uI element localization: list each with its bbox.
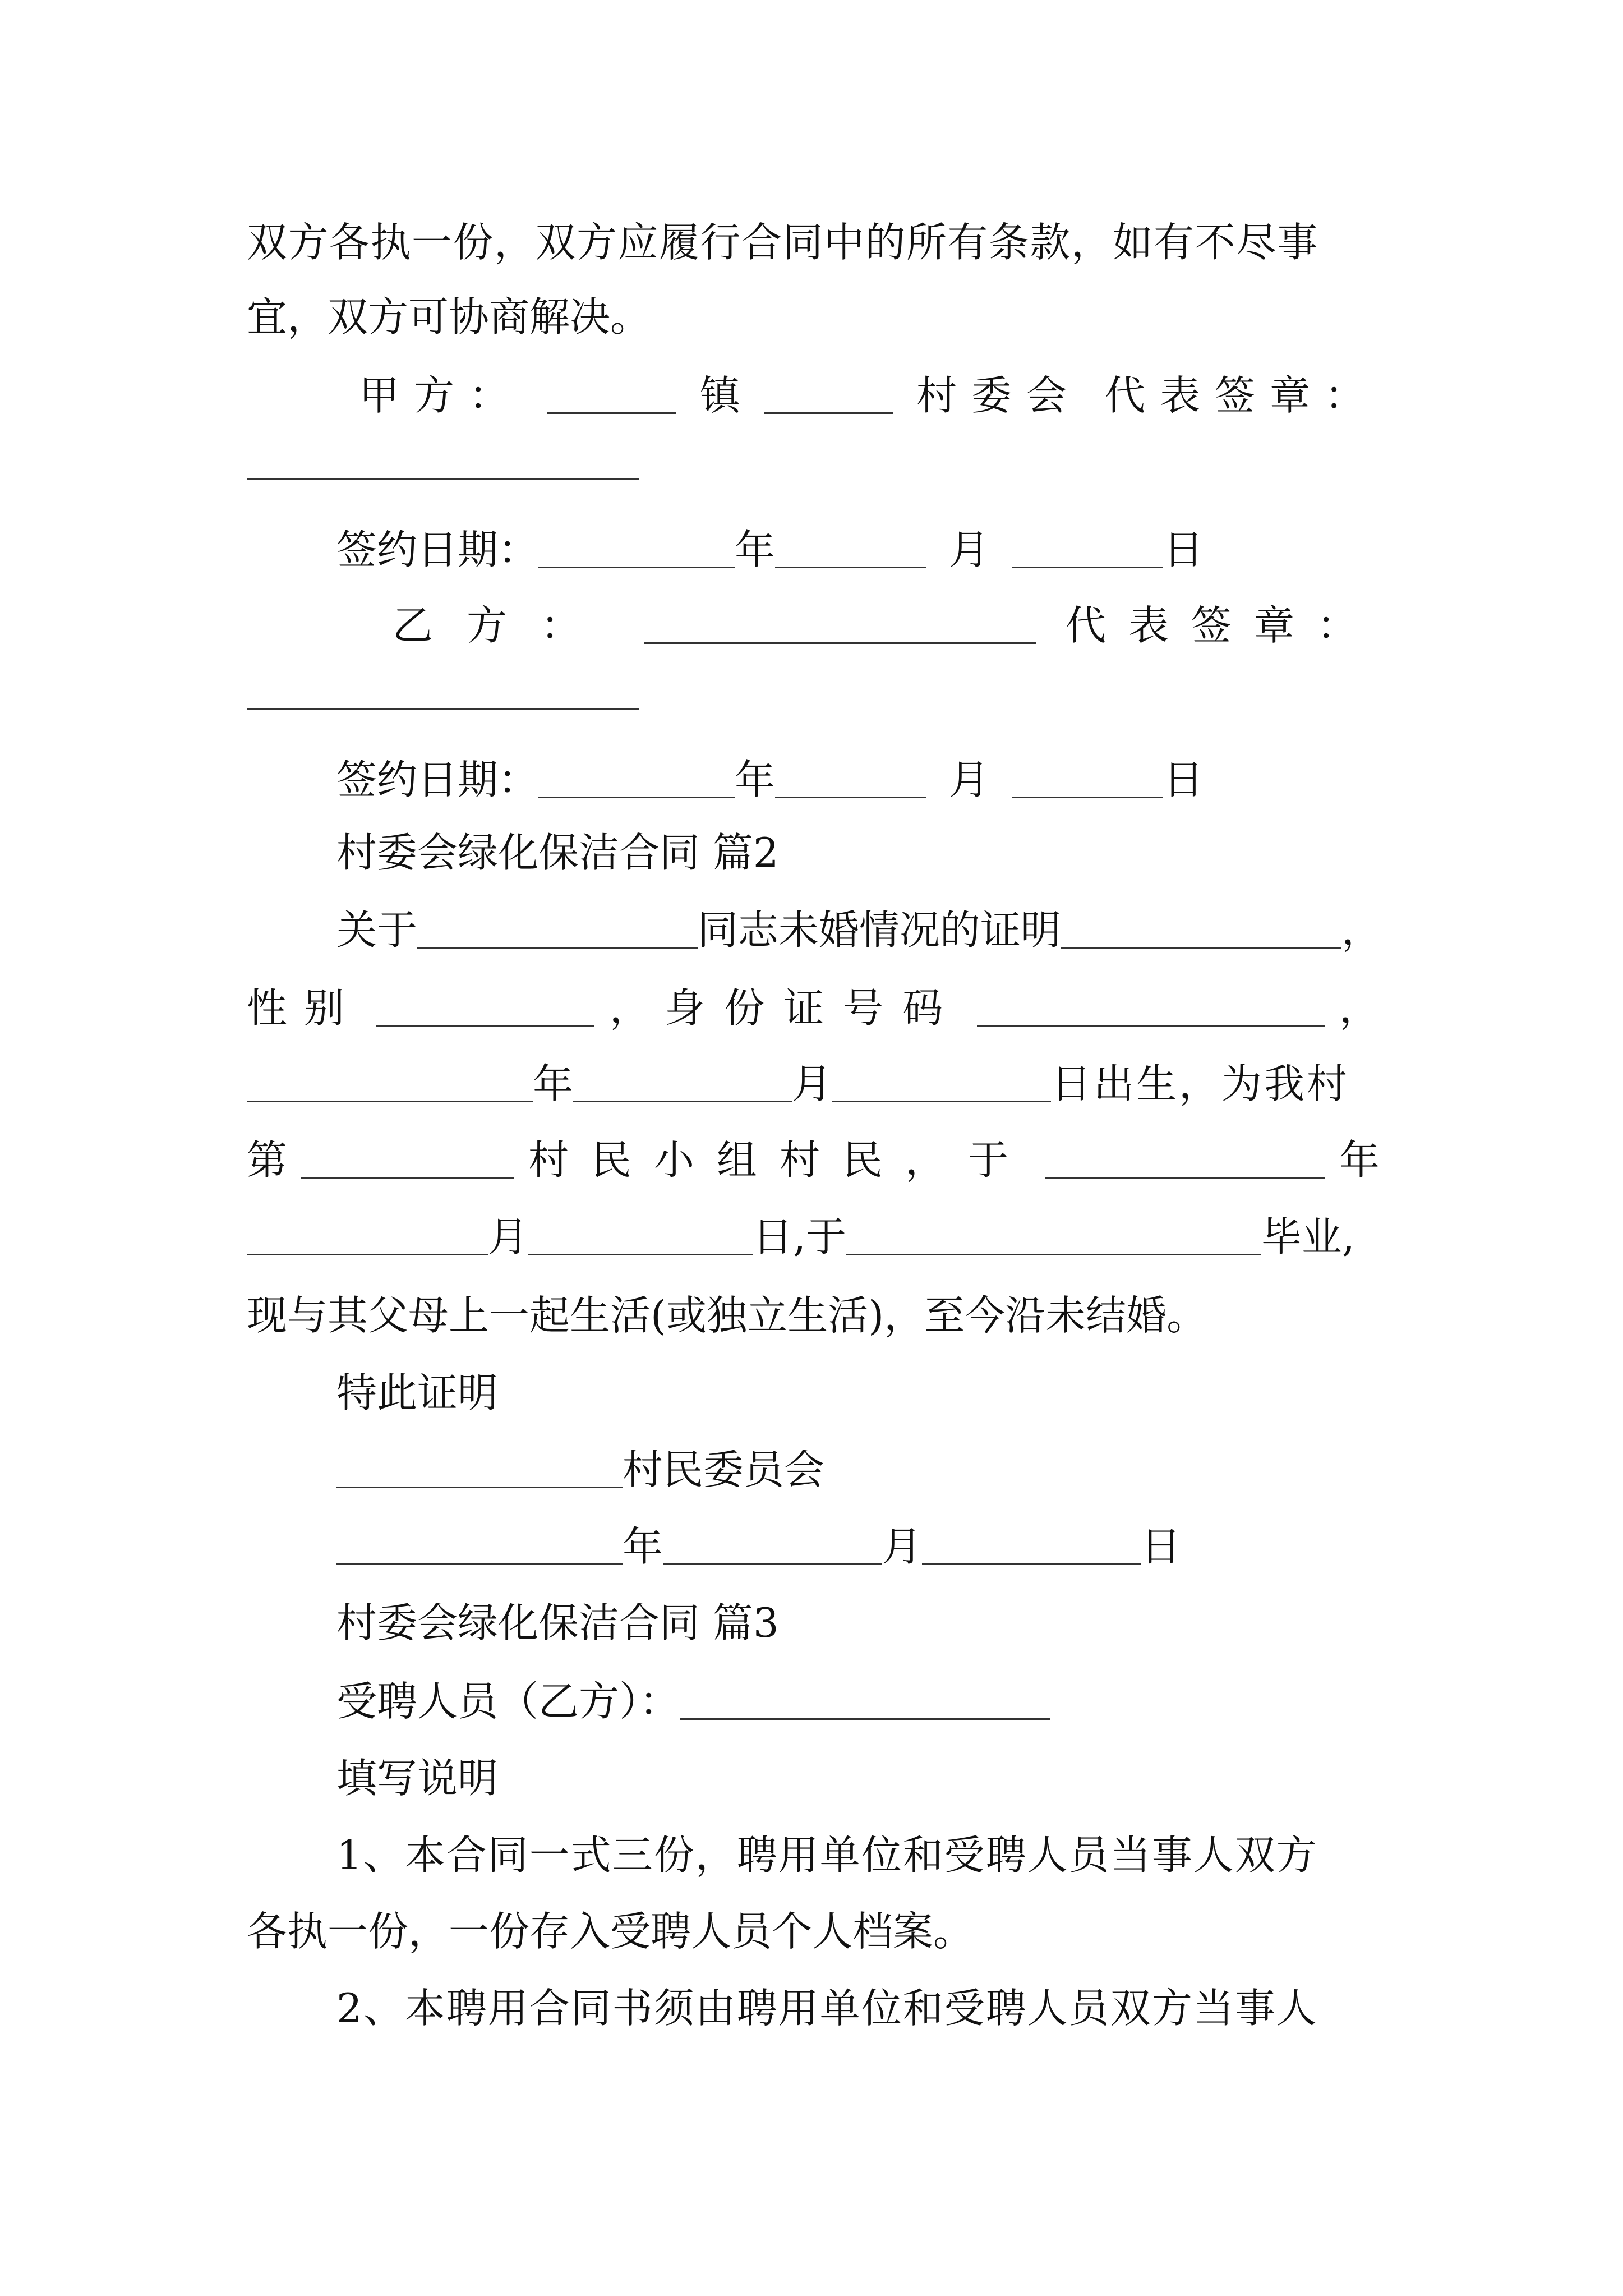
cert-day-blank[interactable] — [922, 1529, 1141, 1565]
fill-note-heading: 填写说明 — [336, 1755, 499, 1802]
sign-date-a-month-blank[interactable] — [775, 532, 926, 568]
cert-year-blank[interactable] — [336, 1529, 623, 1565]
cert-title-blank[interactable] — [1061, 912, 1341, 949]
section-heading — [336, 822, 1380, 884]
comrade-name-blank[interactable] — [417, 912, 698, 949]
birth-year-blank[interactable] — [247, 1066, 533, 1102]
sign-date-b-month-blank[interactable] — [775, 762, 926, 798]
party-b-line — [393, 595, 1380, 656]
birth-year: 年 — [533, 1060, 574, 1107]
cert-month-blank[interactable] — [663, 1529, 882, 1565]
group-number-blank[interactable] — [301, 1142, 514, 1179]
text-line — [247, 286, 1380, 348]
sign-date-b-label: 签约日期： — [336, 756, 539, 803]
cert-grad-line — [247, 1206, 1380, 1268]
sign-date-b-day-blank[interactable] — [1012, 762, 1163, 798]
village-name-blank[interactable] — [764, 378, 893, 414]
party-a-signature-blank[interactable] — [247, 443, 639, 480]
paragraph-text: 双方各执一份，双方应履行合同中的所有条款，如有不尽事 — [247, 219, 1319, 266]
party-b-label: 乙方： — [393, 602, 615, 649]
text-line — [336, 1824, 1380, 1886]
cert-birth-line — [247, 1053, 1380, 1115]
cert-gender-line — [247, 977, 1380, 1039]
birth-month-blank[interactable] — [573, 1066, 792, 1102]
gender-blank[interactable] — [376, 990, 594, 1027]
id-number-blank[interactable] — [977, 990, 1325, 1027]
heading-2-text: 村委会绿化保洁合同 篇2 — [336, 829, 779, 876]
text-line — [247, 211, 1380, 273]
hereby-text: 特此证明 — [336, 1369, 499, 1416]
cert-title-line — [336, 899, 1391, 961]
paragraph-text: 宜，双方可协商解决。 — [247, 293, 651, 341]
sign-date-a-label: 签约日期： — [336, 526, 539, 573]
cert-day: 日 — [1141, 1523, 1182, 1570]
party-b-name-blank[interactable] — [644, 608, 1036, 644]
comma: ， — [1339, 984, 1380, 1032]
text-line — [247, 1901, 1380, 1962]
birth-month: 月 — [792, 1060, 833, 1107]
comma: ， — [609, 984, 650, 1032]
birth-text: 日出生，为我村 — [1051, 1060, 1350, 1107]
sign-date-b-line — [336, 749, 1380, 811]
cert-about: 关于 — [336, 907, 418, 954]
town-label: 镇 — [699, 372, 740, 419]
sign-date-b-year-blank[interactable] — [538, 762, 735, 798]
grad-month: 月 — [488, 1213, 529, 1260]
id-number-label: 身份证号码 — [665, 984, 962, 1032]
graduate-text: 毕业, — [1261, 1213, 1355, 1260]
sign-date-a-day: 日 — [1163, 526, 1204, 573]
sign-date-a-day-blank[interactable] — [1012, 532, 1163, 568]
grad-year: 年 — [1339, 1137, 1380, 1184]
text-line — [336, 1977, 1380, 2039]
gender-label: 性别 — [247, 984, 362, 1032]
text-line — [336, 1362, 1380, 1424]
employee-name-blank[interactable] — [680, 1683, 1050, 1720]
party-a-sign-label: 代表签章： — [1104, 372, 1380, 419]
party-b-sign-label: 代表签章： — [1065, 602, 1380, 649]
sign-date-a-year: 年 — [735, 526, 776, 573]
grad-year-blank[interactable] — [1045, 1142, 1325, 1179]
cert-year: 年 — [623, 1523, 663, 1570]
di-label: 第 — [247, 1137, 288, 1184]
grad-day-yu: 日,于 — [753, 1213, 846, 1260]
cert-month: 月 — [882, 1523, 923, 1570]
text-line — [247, 1285, 1380, 1346]
sign-date-a-year-blank[interactable] — [538, 532, 735, 568]
committee-text: 村民委员会 — [623, 1446, 825, 1493]
committee-label: 村委会 — [916, 372, 1081, 419]
employee-label: 受聘人员（乙方）： — [336, 1678, 680, 1725]
text-line — [247, 665, 1380, 726]
sign-date-b-year: 年 — [735, 756, 776, 803]
heading-3-text: 村委会绿化保洁合同 篇3 — [336, 1599, 779, 1646]
birth-day-blank[interactable] — [832, 1066, 1051, 1102]
party-a-line — [359, 365, 1380, 426]
section-heading — [336, 1592, 1380, 1654]
note-1-text: 1、本合同一式三份，聘用单位和受聘人员当事人双方 — [336, 1832, 1318, 1879]
cert-comma: ， — [1341, 907, 1382, 954]
sign-date-a-month: 月 — [949, 526, 990, 573]
text-line — [247, 435, 1380, 496]
living-text: 现与其父母上一起生活(或独立生活)，至今沿未结婚。 — [247, 1292, 1207, 1339]
sign-date-b-day: 日 — [1163, 756, 1204, 803]
cert-date-line — [336, 1516, 1380, 1577]
employee-line — [336, 1671, 1380, 1732]
town-name-blank[interactable] — [547, 378, 676, 414]
school-blank[interactable] — [846, 1219, 1261, 1255]
cert-group-line — [247, 1129, 1380, 1191]
text-line — [336, 1747, 1380, 1809]
note-1-continued: 各执一份，一份存入受聘人员个人档案。 — [247, 1908, 974, 1955]
committee-name-blank[interactable] — [336, 1452, 623, 1488]
group-text: 村民小组村民，于 — [528, 1137, 1031, 1184]
party-b-signature-blank[interactable] — [247, 673, 639, 710]
grad-day-blank[interactable] — [528, 1219, 753, 1255]
note-2-text: 2、本聘用合同书须由聘用单位和受聘人员双方当事人 — [336, 1985, 1318, 2032]
cert-committee-line — [336, 1439, 1380, 1501]
sign-date-b-month: 月 — [949, 756, 990, 803]
cert-title: 同志未婚情况的证明 — [698, 907, 1062, 954]
grad-month-blank[interactable] — [247, 1219, 488, 1255]
party-a-label: 甲方： — [359, 372, 524, 419]
sign-date-a-line — [336, 519, 1380, 581]
